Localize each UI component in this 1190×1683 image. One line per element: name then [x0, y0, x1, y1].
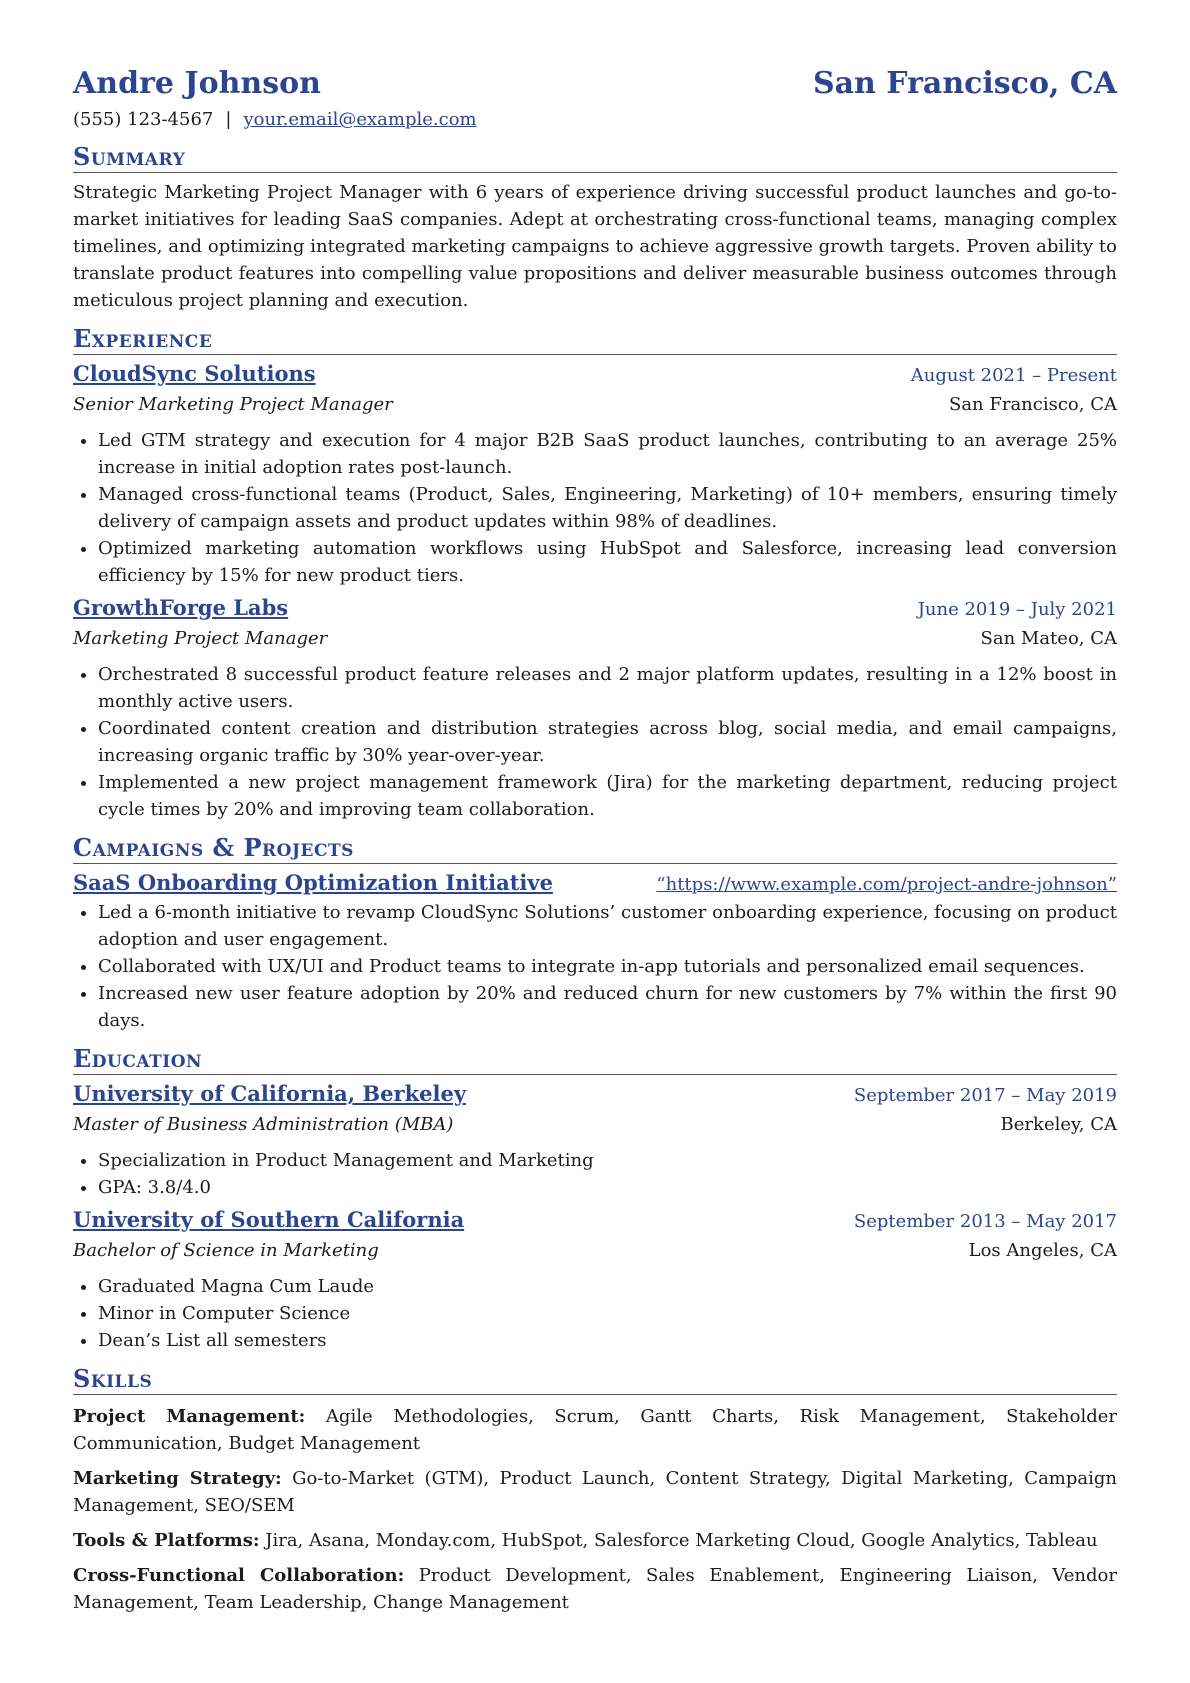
school-name[interactable]: University of Southern California — [73, 1207, 465, 1232]
school-name[interactable]: University of California, Berkeley — [73, 1081, 467, 1106]
education-entry — [73, 1079, 1117, 1201]
skill-row — [73, 1527, 1117, 1554]
experience-entry — [73, 593, 1117, 823]
experience-bullets — [73, 661, 1117, 823]
skill-row — [73, 1403, 1117, 1457]
job-location: San Mateo, CA — [980, 628, 1117, 649]
section-title-education: Education — [73, 1044, 1117, 1075]
education-bullets — [73, 1147, 1117, 1201]
skill-label: Tools & Platforms: — [73, 1530, 260, 1551]
contact-separator: | — [225, 109, 232, 130]
skill-label: Cross-Functional Collaboration: — [73, 1565, 405, 1586]
project-bullets — [73, 899, 1117, 1034]
list-item: • Orchestrated 8 successful product feature releases and 2 major platform updates, resulting in a 12% boost in monthly active users. — [98, 661, 1117, 715]
email-link[interactable]: your.email@example.com — [243, 109, 477, 130]
experience-bullets — [73, 427, 1117, 589]
school-location: Los Angeles, CA — [968, 1240, 1117, 1261]
list-item: • Led a 6-month initiative to revamp CloudSync Solutions’ customer onboarding experience, focusing on product adoption and user engagement. — [98, 899, 1117, 953]
employment-dates: August 2021 – Present — [910, 365, 1117, 386]
list-item: • Increased new user feature adoption by 20% and reduced churn for new customers by 7% within the first 90 days. — [98, 980, 1117, 1034]
project-name[interactable]: SaaS Onboarding Optimization Initiative — [73, 870, 553, 895]
list-item: • Graduated Magna Cum Laude — [98, 1273, 1117, 1300]
section-title-summary: Summary — [73, 142, 1117, 173]
project-link[interactable]: “https://www.example.com/project-andre-johnson” — [656, 874, 1117, 895]
skill-label: Project Management: — [73, 1406, 306, 1427]
candidate-location: San Francisco, CA — [812, 66, 1117, 101]
list-item: • Collaborated with UX/UI and Product teams to integrate in-app tutorials and personalized email sequences. — [98, 953, 1117, 980]
job-title: Marketing Project Manager — [73, 628, 328, 649]
job-title: Senior Marketing Project Manager — [73, 394, 393, 415]
list-item: • Implemented a new project management framework (Jira) for the marketing department, reducing project cycle times by 20% and improving team collaboration. — [98, 769, 1117, 823]
degree-name: Master of Business Administration (MBA) — [73, 1114, 454, 1135]
school-location: Berkeley, CA — [1000, 1114, 1117, 1135]
education-dates: September 2013 – May 2017 — [853, 1211, 1117, 1232]
skill-label: Marketing Strategy: — [73, 1468, 282, 1489]
phone-number: (555) 123-4567 — [73, 109, 214, 130]
section-title-skills: Skills — [73, 1364, 1117, 1395]
list-item: • Managed cross-functional teams (Product, Sales, Engineering, Marketing) of 10+ members, ensuring timely delivery of campaign assets and product updates within 98% of deadlines. — [98, 481, 1117, 535]
education-entry — [73, 1205, 1117, 1354]
list-item: • GPA: 3.8/4.0 — [98, 1174, 1117, 1201]
company-name[interactable]: CloudSync Solutions — [73, 361, 316, 386]
job-location: San Francisco, CA — [948, 394, 1117, 415]
skill-value: Jira, Asana, Monday.com, HubSpot, Salesforce Marketing Cloud, Google Analytics, Tableau — [265, 1530, 1098, 1551]
list-item: • Minor in Computer Science — [98, 1300, 1117, 1327]
skill-value: Product Development, Sales Enablement, Engineering Liaison, Vendor Management, Team Leadership, Change Management — [73, 1565, 1117, 1613]
skill-value: Go-to-Market (GTM), Product Launch, Content Strategy, Digital Marketing, Campaign Management, SEO/SEM — [73, 1468, 1117, 1516]
section-title-experience: Experience — [73, 324, 1117, 355]
project-entry — [73, 868, 1117, 1034]
education-dates: September 2017 – May 2019 — [853, 1085, 1117, 1106]
skill-value: Agile Methodologies, Scrum, Gantt Charts, Risk Management, Stakeholder Communication, Budget Management — [73, 1406, 1117, 1454]
employment-dates: June 2019 – July 2021 — [917, 599, 1117, 620]
list-item: • Specialization in Product Management and Marketing — [98, 1147, 1117, 1174]
skill-row — [73, 1465, 1117, 1519]
list-item: • Led GTM strategy and execution for 4 major B2B SaaS product launches, contributing to an average 25% increase in initial adoption rates post-launch. — [98, 427, 1117, 481]
section-title-projects: Campaigns & Projects — [73, 833, 1117, 864]
experience-entry — [73, 359, 1117, 589]
education-bullets — [73, 1273, 1117, 1354]
skill-row — [73, 1562, 1117, 1616]
summary-text: Strategic Marketing Project Manager with 6 years of experience driving successful product launches and go-to-market initiatives for leading SaaS companies. Adept at orchestrating cross-functional teams, managing complex timelines, and optimizing integrated marketing campaigns to achieve aggressive growth targets. Proven ability to translate product features into compelling value propositions and deliver measurable business outcomes through meticulous project planning and execution. — [73, 182, 1117, 311]
candidate-name: Andre Johnson — [73, 66, 321, 101]
resume-header — [73, 64, 1117, 104]
list-item: • Coordinated content creation and distribution strategies across blog, social media, and email campaigns, increasing organic traffic by 30% year-over-year. — [98, 715, 1117, 769]
degree-name: Bachelor of Science in Marketing — [73, 1240, 379, 1261]
list-item: • Optimized marketing automation workflows using HubSpot and Salesforce, increasing lead conversion efficiency by 15% for new product tiers. — [98, 535, 1117, 589]
list-item: • Dean’s List all semesters — [98, 1327, 1117, 1354]
company-name[interactable]: GrowthForge Labs — [73, 595, 289, 620]
contact-line — [73, 108, 1117, 132]
